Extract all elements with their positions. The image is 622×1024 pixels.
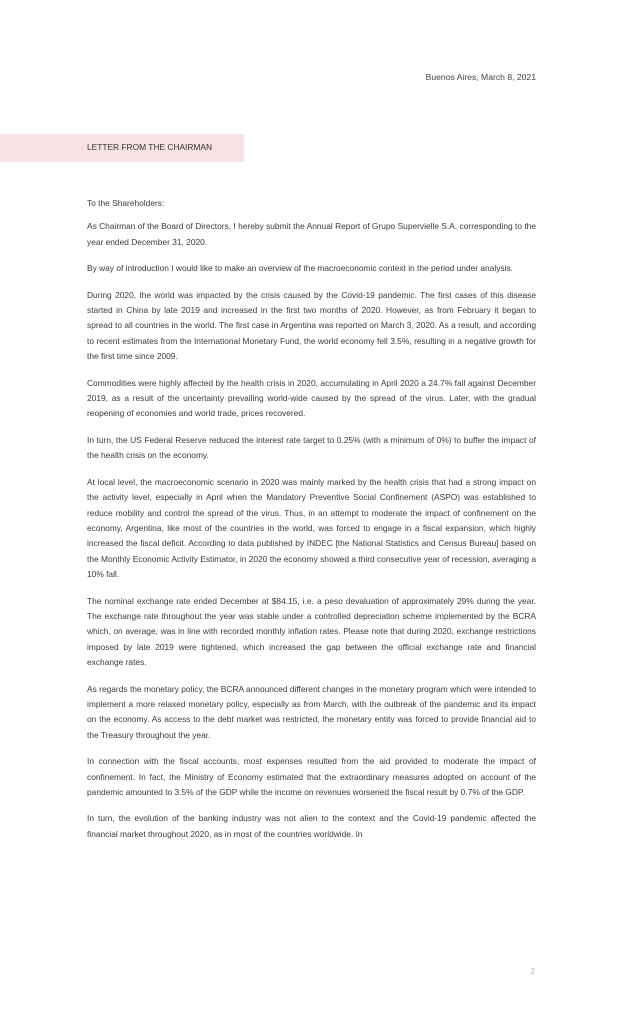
section-title: LETTER FROM THE CHAIRMAN [87, 142, 213, 152]
salutation: To the Shareholders: [87, 198, 165, 208]
page-number: 2 [530, 967, 535, 976]
paragraph: At local level, the macroeconomic scenario in 2020 was mainly marked by the health crisis that had a strong impact on the activity level, especially in April when the Mandatory Preventive Social Confinement (ASPO) was established to reduce mobility and control the spread of the virus. Thus, in an attempt to moderate the impact of confinement on the economy, Argentina, like most of the countries in the world, was forced to engage in a fiscal expansion, which highly increased the fiscal deficit. According to data published by INDEC [the National Statistics and Census Bureau] based on the Monthly Economic Activity Estimator, in 2020 the economy showed a third consecutive year of recession, averaging a 10% fall. [87, 476, 536, 580]
paragraph: The nominal exchange rate ended December at $84.15, i.e. a peso devaluation of approximately 29% during the year. The exchange rate throughout the year was stable under a controlled depreciation scheme implemented by the BCRA which, on average, was in line with recorded monthly inflation rates. Please note that during 2020, exchange restrictions imposed by late 2019 were tightened, which increased the gap between the official exchange rate and financial exchange rates. [87, 595, 536, 668]
paragraph: By way of introduction I would like to make an overview of the macroeconomic context in the period under analysis. [87, 263, 513, 274]
letter-body [87, 196, 536, 853]
paragraph: During 2020, the world was impacted by the crisis caused by the Covid-19 pandemic. The first cases of this disease started in China by late 2019 and increased in the first two months of 2020. However, as from February it began to spread to all countries in the world. The first case in Argentina was reported on March 3, 2020. As a result, and according to recent estimates from the International Monetary Fund, the world economy fell 3.5%, resulting in a negative growth for the first time since 2009. [87, 289, 536, 362]
paragraph: As regards the monetary policy, the BCRA announced different changes in the monetary program which were intended to implement a more relaxed monetary policy, especially as from March, with the outbreak of the pandemic and its impact on the economy. As access to the debt market was restricted, the monetary entity was forced to provide financial aid to the Treasury throughout the year. [87, 683, 536, 740]
paragraph: As Chairman of the Board of Directors, I hereby submit the Annual Report of Grupo Supervielle S.A. corresponding to the year ended December 31, 2020. [87, 221, 536, 247]
paragraph: In turn, the evolution of the banking industry was not alien to the context and the Covid-19 pandemic affected the financial market throughout 2020, as in most of the countries worldwide. In [87, 813, 536, 839]
letter-date: Buenos Aires, March 8, 2021 [425, 72, 536, 82]
paragraph: In turn, the US Federal Reserve reduced the interest rate target to 0.25% (with a minimum of 0%) to buffer the impact of the health crisis on the economy. [87, 434, 536, 461]
paragraph: In connection with the fiscal accounts, most expenses resulted from the aid provided to moderate the impact of confinement. In fact, the Ministry of Economy estimated that the extraordinary measures adopted on account of the pandemic amounted to 3.5% of the GDP while the income on revenues worsened the fiscal result by 0.7% of the GDP. [87, 756, 536, 797]
paragraph: Commodities were highly affected by the health crisis in 2020, accumulating in April 2020 a 24.7% fall against December 2019, as a result of the uncertainty prevailing world-wide caused by the spread of the virus. Later, with the gradual reopening of economies and world trade, prices recovered. [87, 377, 536, 419]
